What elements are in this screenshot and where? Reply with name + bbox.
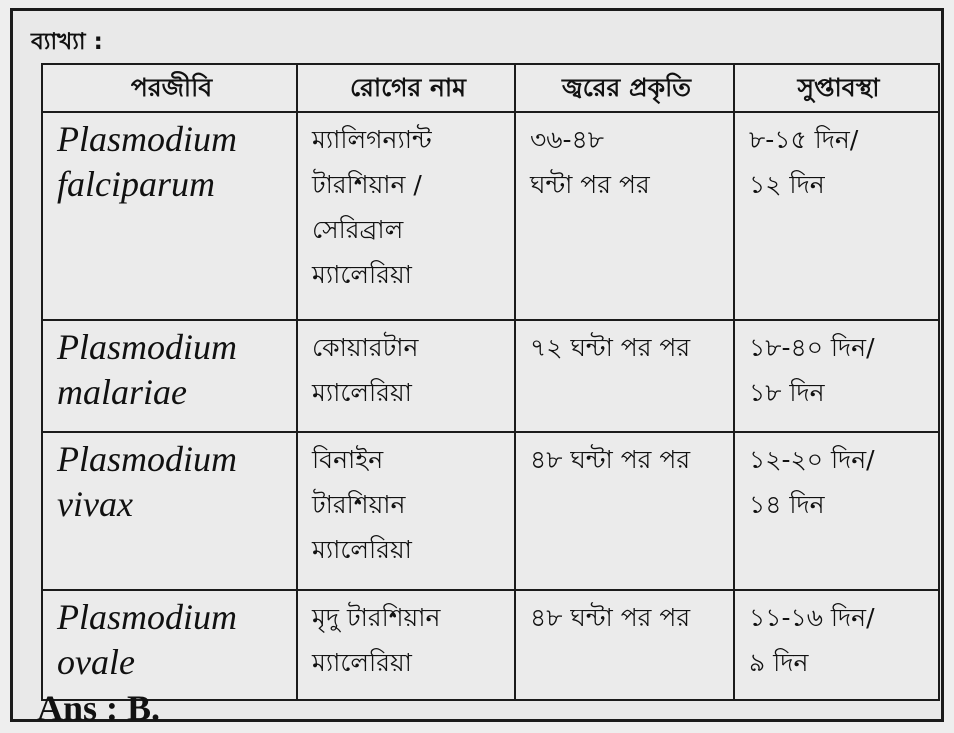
fever-cell: ৭২ ঘন্টা পর পর xyxy=(515,320,734,432)
fever-cell: ৪৮ ঘন্টা পর পর xyxy=(515,590,734,700)
incubation-line: ৯ দিন xyxy=(749,648,809,677)
genus-name: Plasmodium xyxy=(57,327,237,367)
disease-cell xyxy=(297,590,515,700)
incubation-line: ১২ দিন xyxy=(749,170,825,199)
disease-cell xyxy=(297,112,515,320)
table-row xyxy=(42,590,939,700)
species-name: malariae xyxy=(57,372,187,412)
fever-cell: ৪৮ ঘন্টা পর পর xyxy=(515,432,734,590)
disease-line: ম্যালিগন্যান্ট xyxy=(312,125,432,154)
disease-line: ম্যালেরিয়া xyxy=(312,378,412,407)
header-incubation: সুপ্তাবস্থা xyxy=(734,64,939,112)
disease-cell xyxy=(297,320,515,432)
disease-line: ম্যালেরিয়া xyxy=(312,648,412,677)
explanation-heading: ব্যাখ্যা : xyxy=(31,29,103,55)
genus-name: Plasmodium xyxy=(57,119,237,159)
table-row xyxy=(42,432,939,590)
answer-text: Ans : B. xyxy=(37,688,161,728)
incubation-line: ১৮ দিন xyxy=(749,378,825,407)
header-disease-name: রোগের নাম xyxy=(297,64,515,112)
disease-line: সেরিব্রাল xyxy=(312,215,404,244)
malaria-parasite-table xyxy=(41,63,940,701)
incubation-cell xyxy=(734,432,939,590)
table-header-row xyxy=(42,64,939,112)
disease-line: মৃদু টারশিয়ান xyxy=(312,603,441,632)
incubation-line: ১১-১৬ দিন/ xyxy=(749,603,875,632)
header-parasite: পরজীবি xyxy=(42,64,297,112)
incubation-line: ১২-২০ দিন/ xyxy=(749,445,875,474)
fever-line: ঘন্টা পর পর xyxy=(530,170,650,199)
table-row xyxy=(42,320,939,432)
parasite-cell xyxy=(42,432,297,590)
species-name: ovale xyxy=(57,642,135,682)
header-fever-nature: জ্বরের প্রকৃতি xyxy=(515,64,734,112)
species-name: vivax xyxy=(57,484,133,524)
incubation-cell xyxy=(734,112,939,320)
parasite-cell xyxy=(42,112,297,320)
fever-cell xyxy=(515,112,734,320)
fever-line: ৩৬-৪৮ xyxy=(530,125,604,154)
genus-name: Plasmodium xyxy=(57,439,237,479)
disease-line: টারশিয়ান xyxy=(312,490,406,519)
disease-line: বিনাইন xyxy=(312,445,384,474)
disease-line: টারশিয়ান / xyxy=(312,170,422,199)
explanation-box xyxy=(10,8,944,728)
incubation-line: ১৮-৪০ দিন/ xyxy=(749,333,875,362)
disease-line: ম্যালেরিয়া xyxy=(312,260,412,289)
incubation-line: ৮-১৫ দিন/ xyxy=(749,125,859,154)
disease-line: কোয়ারটান xyxy=(312,333,419,362)
incubation-line: ১৪ দিন xyxy=(749,490,825,519)
incubation-cell xyxy=(734,320,939,432)
parasite-cell xyxy=(42,320,297,432)
parasite-cell xyxy=(42,590,297,700)
disease-line: ম্যালেরিয়া xyxy=(312,535,412,564)
incubation-cell xyxy=(734,590,939,700)
genus-name: Plasmodium xyxy=(57,597,237,637)
disease-cell xyxy=(297,432,515,590)
species-name: falciparum xyxy=(57,164,215,204)
table-row xyxy=(42,112,939,320)
